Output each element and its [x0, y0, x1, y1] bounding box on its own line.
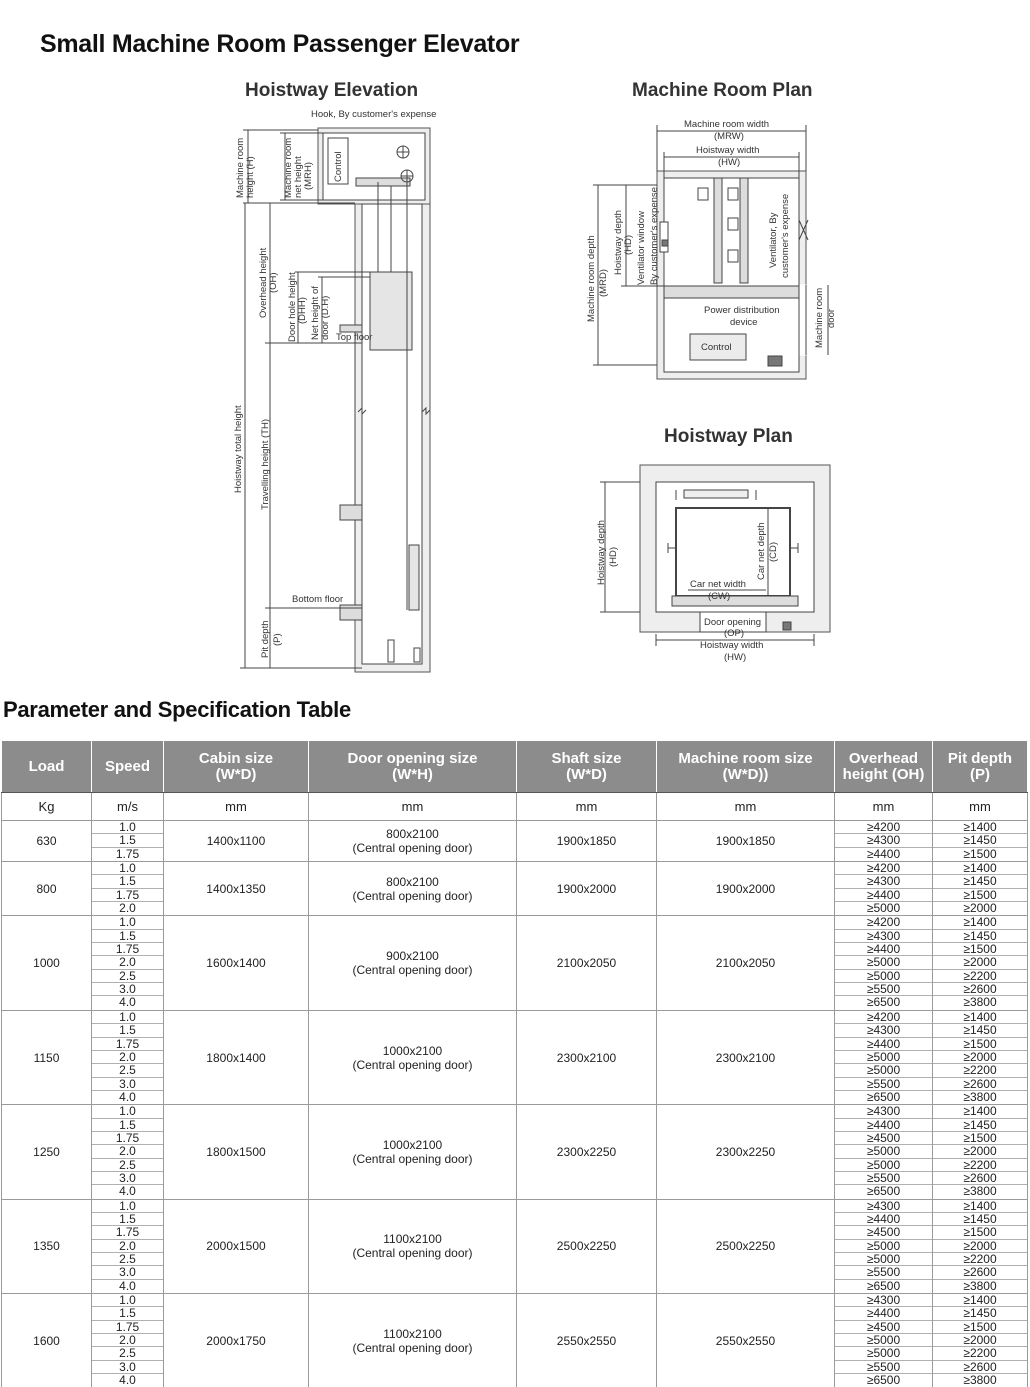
unit-load: Kg — [2, 793, 92, 821]
overhead-cell-value: ≥4500 — [835, 1132, 932, 1145]
overhead-cell-value: ≥5500 — [835, 1266, 932, 1279]
page-title: Small Machine Room Passenger Elevator — [40, 30, 520, 58]
overhead-cell-value: ≥5500 — [835, 1361, 932, 1374]
cabin-cell: 1400x1100 — [164, 821, 309, 862]
pit-cell-value: ≥1500 — [933, 1132, 1027, 1145]
pit-cell — [933, 862, 1028, 916]
overhead-cell — [835, 821, 933, 862]
label-mr-height-2: height (H) — [245, 156, 256, 198]
speed-cell — [92, 1294, 164, 1387]
label-mr-net-2: net height — [293, 156, 304, 198]
label-cd-1: Car net depth — [756, 522, 767, 580]
pit-cell-value: ≥1400 — [933, 821, 1027, 834]
door-size: 800x2100 — [386, 874, 439, 889]
label-dhh-1: Door hole height — [287, 272, 298, 342]
unit-door: mm — [309, 793, 517, 821]
speed-cell-value: 1.0 — [92, 1011, 163, 1024]
speed-cell-value: 1.75 — [92, 943, 163, 956]
label-top-floor: Top floor — [336, 332, 373, 343]
speed-cell-value: 4.0 — [119, 1373, 136, 1387]
pit-cell-value: ≥2600 — [933, 1078, 1027, 1091]
door-type: (Central opening door) — [352, 963, 473, 978]
overhead-cell-value: ≥5000 — [835, 1334, 932, 1347]
label-vent-window-1: Ventilator window — [636, 211, 647, 285]
table-row — [2, 862, 1028, 916]
shaft-cell: 2100x2050 — [517, 916, 657, 1010]
table-row — [2, 1010, 1028, 1104]
speed-cell-value: 3.0 — [92, 1172, 163, 1185]
door-type: (Central opening door) — [352, 1340, 473, 1355]
pit-cell-value: ≥2000 — [933, 1051, 1027, 1064]
pit-cell-value: ≥2600 — [933, 1172, 1027, 1185]
shaft-cell: 2300x2250 — [517, 1105, 657, 1199]
speed-cell-value: 2.5 — [92, 1064, 163, 1077]
speed-cell-value: 4.0 — [119, 1278, 136, 1293]
pit-cell-value: ≥2200 — [933, 1253, 1027, 1266]
speed-cell — [92, 1105, 164, 1199]
overhead-cell-value: ≥4400 — [835, 1119, 932, 1132]
overhead-cell-value: ≥5500 — [835, 1172, 932, 1185]
speed-cell-value: 1.0 — [92, 1294, 163, 1307]
overhead-cell — [835, 1105, 933, 1199]
pit-cell-value: ≥1400 — [933, 916, 1027, 929]
overhead-cell — [835, 862, 933, 916]
speed-cell-value: 4.0 — [119, 995, 136, 1010]
pit-cell-value: ≥1400 — [933, 1200, 1027, 1213]
overhead-cell-value: ≥4300 — [835, 930, 932, 943]
speed-cell-value: 1.0 — [92, 916, 163, 929]
speed-cell — [92, 862, 164, 916]
technical-drawings — [0, 0, 1030, 690]
speed-cell-value: 1.75 — [92, 1132, 163, 1145]
label-cw-1: Car net width — [690, 579, 746, 590]
load-cell: 1000 — [2, 916, 92, 1010]
pit-cell-value: ≥1450 — [933, 1307, 1027, 1320]
door-size: 800x2100 — [386, 827, 439, 842]
door-type: (Central opening door) — [352, 888, 473, 903]
overhead-cell-value: ≥5000 — [835, 1347, 932, 1360]
speed-cell-value: 2.0 — [92, 1334, 163, 1347]
speed-cell-value: 1.75 — [92, 889, 163, 902]
label-door-net-1: Net height of — [310, 286, 321, 340]
pit-cell-value: ≥3800 — [963, 1373, 997, 1387]
overhead-cell — [835, 1010, 933, 1104]
label-mr-height-1: Machine room — [235, 137, 246, 198]
door-size: 900x2100 — [386, 949, 439, 964]
overhead-cell-value: ≥4300 — [835, 834, 932, 847]
overhead-cell-value: ≥4500 — [835, 1226, 932, 1239]
overhead-cell-value: ≥5500 — [835, 983, 932, 996]
overhead-cell-value: ≥5000 — [835, 1240, 932, 1253]
door-type: (Central opening door) — [352, 1246, 473, 1261]
label-travelling: Travelling height (TH) — [260, 419, 271, 510]
header-shaft: Shaft size (W*D) — [517, 741, 657, 793]
shaft-cell: 2500x2250 — [517, 1199, 657, 1293]
machine-room-cell: 2100x2050 — [657, 916, 835, 1010]
speed-cell — [92, 1010, 164, 1104]
label-overhead-2: (OH) — [268, 272, 279, 293]
overhead-cell-value: ≥5000 — [835, 956, 932, 969]
pit-cell-value: ≥1450 — [933, 1213, 1027, 1226]
label-vent-window-2: By customer's expense — [649, 187, 660, 285]
overhead-cell-value: ≥5000 — [835, 1159, 932, 1172]
overhead-cell-value: ≥5000 — [835, 1145, 932, 1158]
pit-cell — [933, 1105, 1028, 1199]
speed-cell-value: 2.5 — [92, 970, 163, 983]
pit-cell-value: ≥1500 — [933, 889, 1027, 902]
pit-cell-value: ≥1500 — [963, 846, 997, 861]
door-type: (Central opening door) — [352, 1057, 473, 1072]
header-row — [2, 741, 1028, 793]
speed-cell-value: 2.5 — [92, 1253, 163, 1266]
speed-cell — [92, 916, 164, 1010]
spec-table — [1, 740, 1028, 1387]
overhead-cell-value: ≥5000 — [866, 901, 901, 916]
pit-cell — [933, 1199, 1028, 1293]
overhead-cell-value: ≥6500 — [866, 1373, 901, 1387]
door-cell — [309, 821, 517, 862]
label-hw-2: (HW) — [718, 157, 741, 168]
load-cell: 800 — [2, 862, 92, 916]
pit-cell-value: ≥1400 — [933, 862, 1027, 875]
pit-cell — [933, 821, 1028, 862]
overhead-cell — [835, 1294, 933, 1387]
label-mr-net-3: (MRH) — [303, 162, 314, 190]
overhead-cell-value: ≥5000 — [835, 1064, 932, 1077]
unit-machine-room: mm — [657, 793, 835, 821]
speed-cell-value: 4.0 — [119, 1089, 136, 1104]
speed-cell-value: 1.0 — [92, 1200, 163, 1213]
unit-overhead: mm — [835, 793, 933, 821]
speed-cell — [92, 821, 164, 862]
cabin-cell: 2000x1750 — [164, 1294, 309, 1387]
label-mr-door-1: Machine room — [814, 287, 825, 348]
overhead-cell-value: ≥6500 — [866, 1278, 901, 1293]
spec-table-title: Parameter and Specification Table — [3, 697, 351, 722]
header-speed: Speed — [92, 741, 164, 793]
speed-cell-value: 3.0 — [92, 1266, 163, 1279]
label-cw-2: (CW) — [708, 591, 731, 602]
header-cabin: Cabin size (W*D) — [164, 741, 309, 793]
overhead-cell-value: ≥4200 — [835, 1011, 932, 1024]
pit-cell — [933, 1010, 1028, 1104]
header-pit: Pit depth (P) — [933, 741, 1028, 793]
pit-cell-value: ≥2000 — [933, 1334, 1027, 1347]
speed-cell-value: 3.0 — [92, 983, 163, 996]
speed-cell-value: 4.0 — [119, 1184, 136, 1199]
overhead-cell-value: ≥4400 — [835, 1038, 932, 1051]
speed-cell-value: 1.5 — [92, 1024, 163, 1037]
pit-cell — [933, 916, 1028, 1010]
overhead-cell-value: ≥5000 — [835, 1253, 932, 1266]
table-row — [2, 1294, 1028, 1387]
pit-cell-value: ≥2200 — [933, 970, 1027, 983]
label-power-1: Power distribution — [704, 305, 780, 316]
label-op-1: Door opening — [704, 617, 762, 628]
speed-cell-value: 2.0 — [92, 1240, 163, 1253]
speed-cell-value: 1.75 — [92, 1038, 163, 1051]
pit-cell-value: ≥1500 — [933, 1038, 1027, 1051]
units-row — [2, 793, 1028, 821]
overhead-cell-value: ≥4400 — [835, 943, 932, 956]
speed-cell-value: 1.0 — [92, 1105, 163, 1118]
label-hp-hd-2: (HD) — [608, 546, 619, 567]
speed-cell-value: 1.0 — [92, 821, 163, 834]
table-row — [2, 1199, 1028, 1293]
speed-cell-value: 2.5 — [92, 1347, 163, 1360]
pit-cell-value: ≥1500 — [933, 1226, 1027, 1239]
label-dhh-2: (DHH) — [297, 297, 308, 324]
overhead-cell-value: ≥6500 — [866, 995, 901, 1010]
overhead-cell-value: ≥4300 — [835, 1105, 932, 1118]
unit-cabin: mm — [164, 793, 309, 821]
shaft-cell: 1900x2000 — [517, 862, 657, 916]
overhead-cell — [835, 916, 933, 1010]
label-ventilator-2: customer's expense — [780, 193, 791, 278]
unit-shaft: mm — [517, 793, 657, 821]
pit-cell-value: ≥1450 — [933, 1119, 1027, 1132]
hoistway-elevation-drawing — [240, 128, 430, 672]
label-mr-door-2: door — [826, 308, 837, 328]
speed-cell-value: 1.5 — [92, 1213, 163, 1226]
door-cell — [309, 1105, 517, 1199]
load-cell: 1600 — [2, 1294, 92, 1387]
pit-cell-value: ≥2200 — [933, 1347, 1027, 1360]
overhead-cell-value: ≥4300 — [835, 1294, 932, 1307]
machine-room-cell: 1900x2000 — [657, 862, 835, 916]
overhead-cell-value: ≥5000 — [835, 1051, 932, 1064]
machine-room-cell: 2550x2550 — [657, 1294, 835, 1387]
label-mrw-1: Machine room width — [684, 119, 770, 130]
pit-cell-value: ≥2000 — [933, 1145, 1027, 1158]
overhead-cell-value: ≥5500 — [835, 1078, 932, 1091]
pit-cell — [933, 1294, 1028, 1387]
door-size: 1100x2100 — [383, 1232, 442, 1247]
speed-cell-value: 1.75 — [92, 1321, 163, 1334]
cabin-cell: 1400x1350 — [164, 862, 309, 916]
overhead-cell-value: ≥6500 — [866, 1089, 901, 1104]
pit-cell-value: ≥2200 — [933, 1159, 1027, 1172]
label-bottom-floor: Bottom floor — [292, 594, 344, 605]
label-pit-1: Pit depth — [260, 620, 271, 658]
label-mr-net-1: Machine room — [283, 137, 294, 198]
label-hoistway-total: Hoistway total height — [233, 405, 244, 493]
hoistway-elevation-title: Hoistway Elevation — [245, 80, 419, 101]
pit-cell-value: ≥2000 — [933, 956, 1027, 969]
speed-cell-value: 2.0 — [92, 1145, 163, 1158]
pit-cell-value: ≥1450 — [933, 875, 1027, 888]
door-size: 1100x2100 — [383, 1326, 442, 1341]
cabin-cell: 2000x1500 — [164, 1199, 309, 1293]
pit-cell-value: ≥2000 — [963, 901, 997, 916]
pit-cell-value: ≥1400 — [933, 1011, 1027, 1024]
speed-cell-value: 2.0 — [92, 956, 163, 969]
speed-cell — [92, 1199, 164, 1293]
pit-cell-value: ≥3800 — [963, 1089, 997, 1104]
pit-cell-value: ≥3800 — [963, 995, 997, 1010]
speed-cell-value: 1.5 — [92, 1307, 163, 1320]
speed-cell-value: 2.5 — [92, 1159, 163, 1172]
label-cd-2: (CD) — [768, 541, 779, 562]
label-power-2: device — [730, 317, 758, 328]
label-hp-hd-1: Hoistway depth — [596, 520, 607, 585]
hoistway-plan-title: Hoistway Plan — [664, 426, 793, 447]
pit-cell-value: ≥2200 — [933, 1064, 1027, 1077]
load-cell: 630 — [2, 821, 92, 862]
pit-cell-value: ≥1500 — [933, 943, 1027, 956]
label-mrw-2: (MRW) — [714, 131, 744, 142]
shaft-cell: 2550x2550 — [517, 1294, 657, 1387]
label-hd-2: (HD) — [623, 234, 634, 255]
overhead-cell-value: ≥5000 — [835, 970, 932, 983]
overhead-cell-value: ≥4400 — [866, 846, 901, 861]
door-size: 1000x2100 — [382, 1137, 443, 1152]
speed-cell-value: 1.5 — [92, 1119, 163, 1132]
shaft-cell: 1900x1850 — [517, 821, 657, 862]
speed-cell-value: 1.0 — [92, 862, 163, 875]
door-cell — [309, 916, 517, 1010]
pit-cell-value: ≥2000 — [933, 1240, 1027, 1253]
pit-cell-value: ≥3800 — [963, 1278, 997, 1293]
pit-cell-value: ≥1400 — [933, 1105, 1027, 1118]
label-pit-2: (P) — [272, 633, 283, 646]
pit-cell-value: ≥2600 — [933, 1361, 1027, 1374]
cabin-cell: 1800x1400 — [164, 1010, 309, 1104]
header-load: Load — [2, 741, 92, 793]
door-cell — [309, 1294, 517, 1387]
pit-cell-value: ≥2600 — [933, 983, 1027, 996]
overhead-cell-value: ≥4200 — [835, 916, 932, 929]
header-machine-room: Machine room size (W*D)) — [657, 741, 835, 793]
pit-cell-value: ≥2600 — [933, 1266, 1027, 1279]
door-type: (Central opening door) — [352, 1151, 473, 1166]
door-cell — [309, 1010, 517, 1104]
speed-cell-value: 1.75 — [92, 1226, 163, 1239]
load-cell: 1350 — [2, 1199, 92, 1293]
overhead-cell-value: ≥4200 — [835, 821, 932, 834]
pit-cell-value: ≥1400 — [933, 1294, 1027, 1307]
speed-cell-value: 2.0 — [119, 901, 136, 916]
label-mrd-2: (MRD) — [598, 269, 609, 297]
overhead-cell-value: ≥4400 — [835, 1307, 932, 1320]
overhead-cell-value: ≥4300 — [835, 1024, 932, 1037]
machine-room-cell: 2300x2250 — [657, 1105, 835, 1199]
machine-room-plan-title: Machine Room Plan — [632, 80, 813, 101]
table-row — [2, 916, 1028, 1010]
label-hp-hw-2: (HW) — [724, 652, 747, 663]
table-row — [2, 1105, 1028, 1199]
machine-room-cell: 1900x1850 — [657, 821, 835, 862]
pit-cell-value: ≥1450 — [933, 930, 1027, 943]
shaft-cell: 2300x2100 — [517, 1010, 657, 1104]
header-overhead: Overhead height (OH) — [835, 741, 933, 793]
door-cell — [309, 1199, 517, 1293]
label-hook: Hook, By customer's expense — [311, 109, 437, 120]
label-mrd-1: Machine room depth — [586, 235, 597, 322]
load-cell: 1150 — [2, 1010, 92, 1104]
speed-cell-value: 2.0 — [92, 1051, 163, 1064]
overhead-cell-value: ≥4400 — [835, 1213, 932, 1226]
speed-cell-value: 1.5 — [92, 875, 163, 888]
label-ventilator-1: Ventilator, By — [768, 212, 779, 268]
unit-pit: mm — [933, 793, 1028, 821]
door-size: 1000x2100 — [382, 1043, 443, 1058]
machine-room-cell: 2500x2250 — [657, 1199, 835, 1293]
speed-cell-value: 1.5 — [92, 834, 163, 847]
overhead-cell-value: ≥4300 — [835, 1200, 932, 1213]
label-overhead-1: Overhead height — [258, 247, 269, 318]
door-cell — [309, 862, 517, 916]
unit-speed: m/s — [92, 793, 164, 821]
label-hw-1: Hoistway width — [696, 145, 760, 156]
spec-table-body — [2, 821, 1028, 1387]
cabin-cell: 1800x1500 — [164, 1105, 309, 1199]
speed-cell-value: 3.0 — [92, 1078, 163, 1091]
speed-cell-value: 3.0 — [92, 1361, 163, 1374]
label-hd-1: Hoistway depth — [613, 210, 624, 275]
label-door-net-2: door (D.H) — [320, 295, 331, 340]
door-type: (Central opening door) — [352, 841, 473, 856]
machine-room-cell: 2300x2100 — [657, 1010, 835, 1104]
pit-cell-value: ≥1500 — [933, 1321, 1027, 1334]
header-door: Door opening size (W*H) — [309, 741, 517, 793]
table-row — [2, 821, 1028, 862]
pit-cell-value: ≥3800 — [963, 1184, 997, 1199]
overhead-cell — [835, 1199, 933, 1293]
overhead-cell-value: ≥4200 — [835, 862, 932, 875]
overhead-cell-value: ≥4300 — [835, 875, 932, 888]
speed-cell-value: 1.75 — [115, 846, 140, 861]
label-control-elev: Control — [333, 151, 344, 182]
overhead-cell-value: ≥4500 — [835, 1321, 932, 1334]
cabin-cell: 1600x1400 — [164, 916, 309, 1010]
label-op-2: (OP) — [724, 628, 745, 639]
overhead-cell-value: ≥6500 — [866, 1184, 901, 1199]
pit-cell-value: ≥1450 — [933, 834, 1027, 847]
overhead-cell-value: ≥4400 — [835, 889, 932, 902]
load-cell: 1250 — [2, 1105, 92, 1199]
pit-cell-value: ≥1450 — [933, 1024, 1027, 1037]
label-hp-hw-1: Hoistway width — [700, 640, 764, 651]
label-control-plan: Control — [701, 342, 732, 353]
speed-cell-value: 1.5 — [92, 930, 163, 943]
